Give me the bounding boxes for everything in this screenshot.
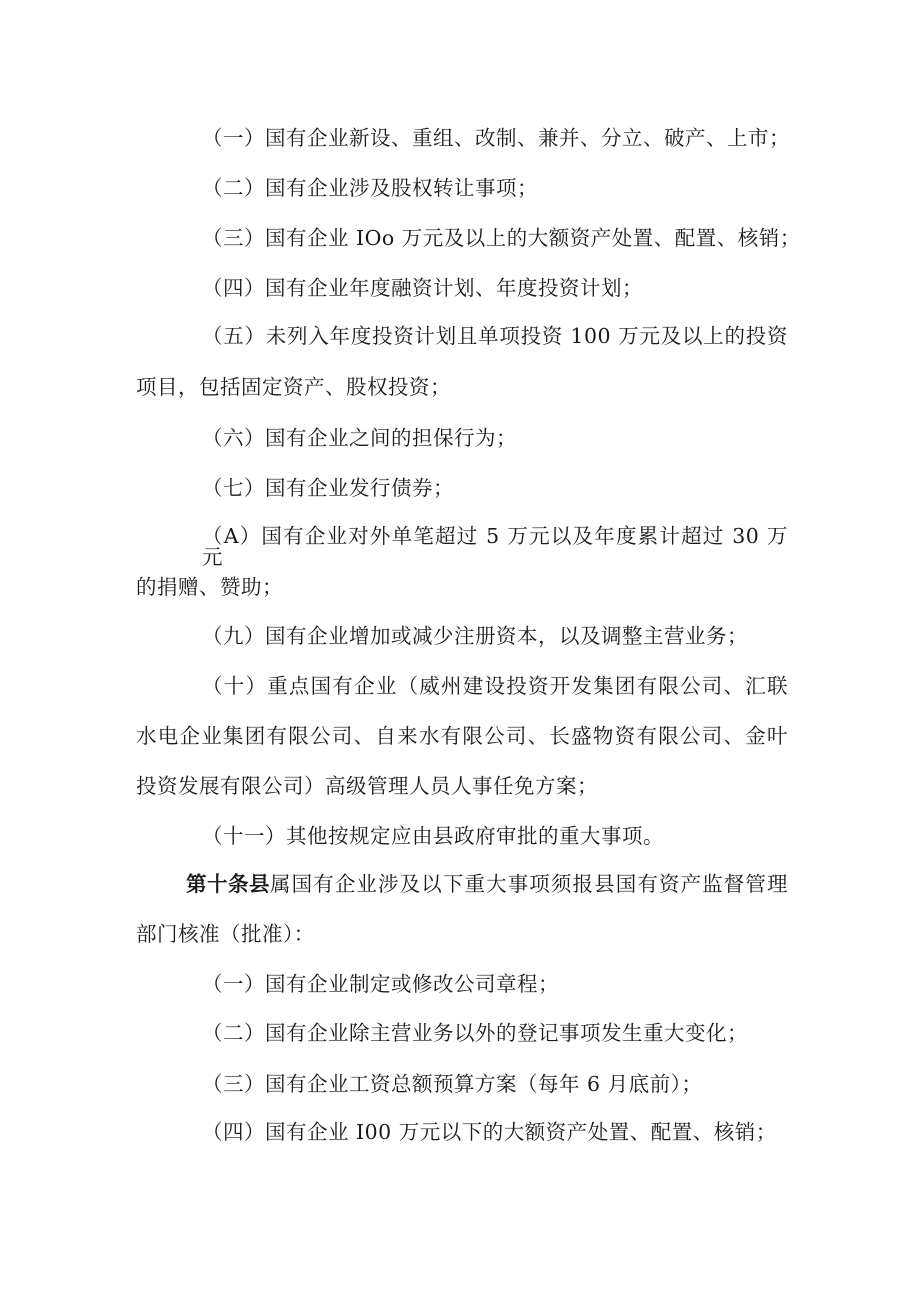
item-1-9: （九）国有企业增加或减少注册资本，以及调整主营业务； (202, 624, 748, 648)
item-2-2: （二）国有企业除主营业务以外的登记事项发生重大变化； (202, 1021, 748, 1045)
item-1-8-cont: 的捐赠、赞助； (136, 575, 283, 599)
article-10-text: 属国有企业涉及以下重大事项须报县国有资产监督管理 (270, 872, 788, 896)
item-1-5-cont: 项目，包括固定资产、股权投资； (136, 375, 451, 399)
item-1-5: （五）未列入年度投资计划且单项投资 100 万元及以上的投资 (202, 324, 788, 348)
item-1-10-cont-1: 水电企业集团有限公司、自来水有限公司、长盛物资有限公司、金叶 (136, 724, 788, 748)
item-1-10-cont-2: 投资发展有限公司）高级管理人员人事任免方案； (136, 774, 598, 798)
article-10-heading-line (186, 874, 788, 895)
item-2-3: （三）国有企业工资总额预算方案（每年 6 月底前）； (202, 1072, 703, 1096)
item-1-10: （十）重点国有企业（威州建设投资开发集团有限公司、汇联 (202, 674, 788, 698)
item-1-3: （三）国有企业 IOo 万元及以上的大额资产处置、配置、核销； (202, 226, 801, 250)
item-1-1: （一）国有企业新设、重组、改制、兼并、分立、破产、上市； (202, 126, 790, 150)
item-1-6: （六）国有企业之间的担保行为； (202, 426, 517, 450)
item-2-4: （四）国有企业 I00 万元以下的大额资产处置、配置、核销； (202, 1120, 777, 1144)
item-1-7: （七）国有企业发行债券； (202, 476, 454, 500)
item-1-8: （A）国有企业对外单笔超过 5 万元以及年度累计超过 30 万元 (202, 524, 788, 569)
article-10-text-cont: 部门核准（批准）： (136, 922, 315, 946)
item-1-2: （二）国有企业涉及股权转让事项； (202, 176, 538, 200)
item-2-1: （一）国有企业制定或修改公司章程； (202, 972, 559, 996)
item-1-4: （四）国有企业年度融资计划、年度投资计划； (202, 276, 643, 300)
article-10-heading: 第十条县 (186, 872, 270, 896)
item-1-11: （十一）其他按规定应由县政府审批的重大事项。 (202, 824, 664, 848)
